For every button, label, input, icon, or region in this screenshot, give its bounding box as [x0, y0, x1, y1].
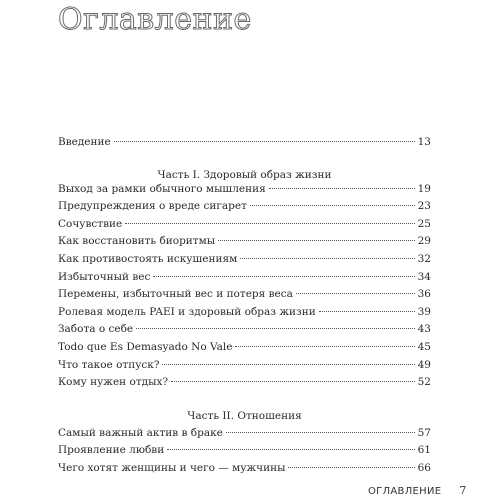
toc-entry[interactable]: [58, 341, 431, 359]
toc-entry[interactable]: [58, 271, 431, 289]
toc-entry[interactable]: [58, 306, 431, 324]
dot-leader: [114, 141, 415, 142]
toc-entry-intro[interactable]: [58, 136, 431, 154]
toc-entry[interactable]: [58, 218, 431, 236]
toc-entry-label: Предупреждения о вреде сигарет: [58, 200, 247, 213]
part2-entries: [58, 427, 431, 480]
dot-leader: [269, 188, 415, 189]
toc-entry-label: Что такое отпуск?: [58, 358, 160, 371]
dot-leader: [167, 449, 414, 450]
toc-entry[interactable]: [58, 462, 431, 480]
page-title: Оглавление: [58, 2, 252, 37]
dot-leader: [319, 311, 415, 312]
part-heading-2: Часть II. Отношения: [187, 409, 302, 422]
toc-entry[interactable]: [58, 288, 431, 306]
toc-entry-page: 25: [417, 217, 431, 230]
dot-leader: [218, 240, 414, 241]
toc-entry-page: 61: [417, 444, 431, 457]
toc-entry[interactable]: [58, 444, 431, 462]
running-header: ОГЛАВЛЕНИЕ: [368, 486, 442, 497]
toc-entry[interactable]: [58, 253, 431, 271]
dot-leader: [125, 223, 414, 224]
dot-leader: [162, 364, 414, 365]
dot-leader: [250, 205, 415, 206]
toc-entry-label: Самый важный актив в браке: [58, 426, 223, 439]
toc-entry-page: 13: [417, 136, 431, 148]
toc-entry-page: 23: [417, 200, 431, 213]
dot-leader: [153, 276, 414, 277]
toc-entry-page: 66: [417, 461, 431, 474]
toc-entry[interactable]: [58, 323, 431, 341]
toc-entry[interactable]: [58, 183, 431, 201]
toc-entry-label: Сочувствие: [58, 217, 123, 230]
toc-entry-page: 29: [417, 235, 431, 248]
part-heading-1: Часть I. Здоровый образ жизни: [157, 168, 332, 181]
toc-entry-label: Забота о себе: [58, 323, 134, 336]
toc-entry-page: 32: [417, 252, 431, 265]
toc-entry-label: Чего хотят женщины и чего — мужчины: [58, 461, 286, 474]
table-of-contents: [58, 136, 431, 480]
toc-entry-label: Ролевая модель PAEI и здоровый образ жизни: [58, 305, 316, 318]
toc-entry[interactable]: [58, 427, 431, 445]
toc-entry-label: Избыточный вес: [58, 270, 151, 283]
toc-entry-label: Выход за рамки обычного мышления: [58, 182, 266, 195]
toc-entry-page: 45: [417, 340, 431, 353]
toc-entry-label: Проявление любви: [58, 444, 165, 457]
toc-entry-page: 34: [417, 270, 431, 283]
dot-leader: [288, 467, 414, 468]
page-number: 7: [459, 484, 467, 497]
dot-leader: [171, 381, 415, 382]
page-footer: [368, 484, 467, 497]
toc-entry[interactable]: [58, 235, 431, 253]
dot-leader: [235, 346, 414, 347]
toc-entry-label: Перемены, избыточный вес и потеря веса: [58, 288, 293, 301]
toc-entry-page: 49: [417, 358, 431, 371]
toc-entry-page: 19: [417, 182, 431, 195]
toc-entry-page: 43: [417, 323, 431, 336]
toc-entry-page: 39: [417, 305, 431, 318]
dot-leader: [240, 258, 414, 259]
toc-entry-label: Введение: [58, 136, 111, 148]
toc-entry-label: Как противостоять искушениям: [58, 252, 238, 265]
toc-entry[interactable]: [58, 376, 431, 394]
toc-entry-label: Кому нужен отдых?: [58, 376, 169, 389]
dot-leader: [296, 293, 415, 294]
dot-leader: [136, 328, 414, 329]
toc-entry-page: 52: [417, 376, 431, 389]
toc-entry-label: Todo que Es Demasyado No Vale: [58, 340, 233, 353]
toc-entry-page: 36: [417, 288, 431, 301]
dot-leader: [226, 432, 415, 433]
toc-entry-page: 57: [417, 426, 431, 439]
toc-entry[interactable]: [58, 359, 431, 377]
toc-entry[interactable]: [58, 200, 431, 218]
toc-entry-label: Как восстановить биоритмы: [58, 235, 216, 248]
part1-entries: [58, 183, 431, 394]
